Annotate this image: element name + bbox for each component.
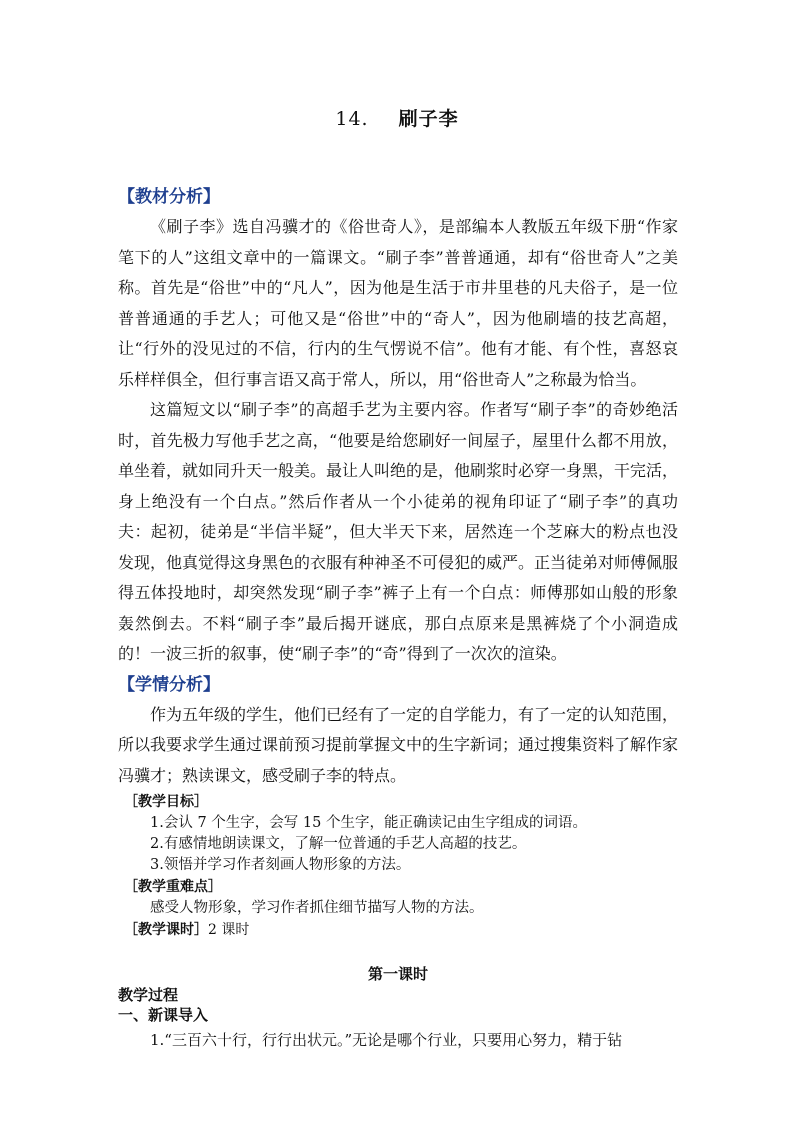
lesson-number: 14. [335,108,369,130]
document-body [118,182,678,1055]
analysis-paragraph-2: 这篇短文以“刷子李”的高超手艺为主要内容。作者写“刷子李”的奇妙绝活时，首先极力写他手艺之高，“他要是给您刷好一间屋子，屋里什么都不用放，单坐着，就如同升天一般美。最让人叫绝的是，他刷浆时必穿一身黑，干完活，身上绝没有一个白点。”然后作者从一个小徒弟的视角印证了“刷子李”的真功夫：起初，徒弟是“半信半疑”，但大半天下来，居然连一个芝麻大的粉点也没发现，他真觉得这身黑色的衣服有种神圣不可侵犯的威严。正当徒弟对师傅佩服得五体投地时，却突然发现“刷子李”裤子上有一个白点：师傅那如山般的形象轰然倒去。不料“刷子李”最后揭开谜底，那白点原来是黑裤烧了个小洞造成的！一波三折的叙事，使“刷子李”的“奇”得到了一次次的渲染。 [118,400,679,663]
lesson-title: 刷子李 [398,108,459,130]
goal-item-3: 3.领悟并学习作者刻画人物形象的方法。 [150,857,411,873]
goal-item-1: 1.会认 7 个生字，会写 15 个生字，能正确读记由生字组成的词语。 [150,815,587,831]
section-heading-analysis: 【教材分析】 [118,187,220,207]
lesson-heading: 第一课时 [367,965,428,983]
step-item-1: 1.“三百六十行，行行出状元。”无论是哪个行业，只要用心努力，精于钻 [150,1031,623,1049]
students-paragraph: 作为五年级的学生，他们已经有了一定的自学能力，有了一定的认知范围，所以我要求学生通过课前预习提前掌握文中的生字新词；通过搜集资料了解作家冯骥才；熟读课文，感受刷子李的特点。 [118,704,679,785]
focus-heading: ［教学重难点］ [124,879,222,895]
hours-value: 2 课时 [208,922,250,938]
step-heading-1: 一、新课导入 [118,1006,209,1024]
focus-text: 感受人物形象，学习作者抓住细节描写人物的方法。 [150,900,484,916]
goals-heading: ［教学目标］ [124,794,208,810]
page-title [0,104,794,131]
process-heading: 教学过程 [118,986,179,1004]
goal-item-2: 2.有感情地朗读课文，了解一位普通的手艺人高超的技艺。 [150,836,527,852]
section-heading-students: 【学情分析】 [118,674,220,695]
analysis-paragraph-1: 《刷子李》选自冯骥才的《俗世奇人》，是部编本人教版五年级下册“作家笔下的人”这组文章中的一篇课文。“刷子李”普普通通，却有“俗世奇人”之美称。首先是“俗世”中的“凡人”，因为他是生活于市井里巷的凡夫俗子，是一位普普通通的手艺人；可他又是“俗世”中的“奇人”，因为他刷墙的技艺高超，让“行外的没见过的不信，行内的生气愣说不信”。他有才能、有个性，喜怒哀乐样样俱全，但行事言语又高于常人，所以，用“俗世奇人”之称最为恰当。 [118,217,678,389]
hours-label: ［教学课时］ [124,922,208,938]
hours-line [118,919,678,941]
